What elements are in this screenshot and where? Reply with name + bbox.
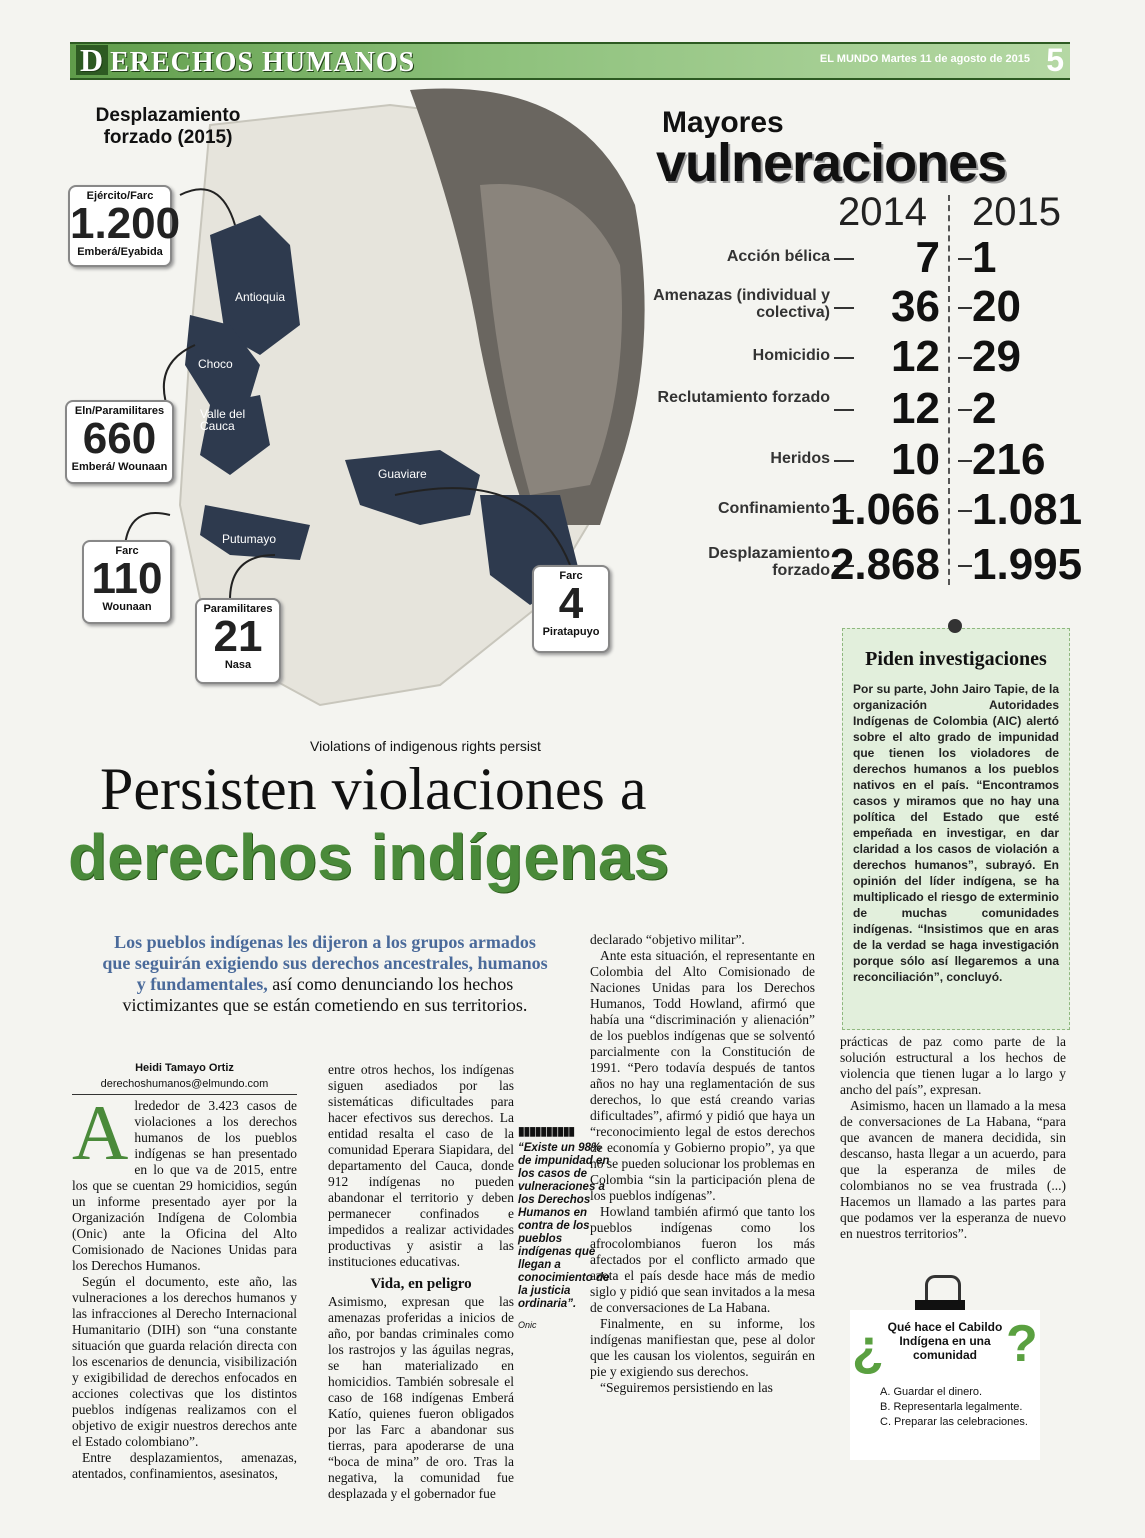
question-close-icon: ? <box>1006 1315 1038 1373</box>
year-divider <box>948 195 950 585</box>
byline-author: Heidi Tamayo Ortiz <box>135 1062 234 1074</box>
map-title: Desplazamiento forzado (2015) <box>95 105 241 148</box>
region-choco: Choco <box>198 357 233 371</box>
piden-text: Por su parte, John Jairo Tapie, de la organización Autoridades Indígenas de Colombia (AIC) alertó sobre el alto grado de impunidad que tienen los violadores de derechos humanos a los pueblos nativos en el país. “Encontramos casos y miramos que no hay una política del Estado que esté empeñada en investigar, en dar claridad a los casos de violación a derechos humanos”, subrayó. En opinión del líder indígena, se ha multiplicado el riesgo de exterminio de muchas comunidades indígenas. “Insistimos que en aras de la verdad se haga investigación porque sólo así llegaremos a una reconciliación”, concluyó. <box>853 682 1059 984</box>
piden-box <box>842 628 1070 1030</box>
vuln-connector <box>958 565 972 567</box>
map-box-2 <box>65 400 174 484</box>
col1-p2: Según el documento, este año, las vulneraciones a los derechos humanos y las infracciones al Derecho Internacional Humanitario (DIH) son “una constante situación que guarda relación directa con los escenarios de denuncia, visibilización y exigibilidad de derechos enfocados en acciones colectivas que los distintos pueblos indígenas realizamos con el objetivo de exigir nuestros derechos ante el Estado colombiano”. <box>72 1274 297 1449</box>
section-title <box>76 42 416 79</box>
vuln-value-2014: 7 <box>915 233 940 282</box>
pin-icon <box>948 619 962 633</box>
box-5-num: 4 <box>558 579 584 628</box>
col2-p2: Asimismo, expresan que las amenazas proferidas a inicios de año, por bandas criminales como los rastrojos y las águilas negras, se han materializado en homicidios. También sobresale el caso de 168 indígenas Emberá Katío, quienes fueron obligados por las Farc a abandonar sus tierras, para apoderarse de una “boca de mina” de oro. Tras la negativa, la comunidad fue desplazada y el gobernador fue <box>328 1294 514 1501</box>
section-initial: D <box>76 45 108 75</box>
column-1 <box>72 1060 297 1482</box>
box-4-num: 21 <box>213 612 263 661</box>
vuln-connector <box>958 460 972 462</box>
vuln-value-2015: 2 <box>972 384 997 433</box>
box-2-bot: Emberá/ Wounaan <box>71 461 168 473</box>
col1-p1-text: lrededor de 3.423 casos de violaciones a los derechos humanos de los pueblos indígenas se han presentado en lo que va de 2015, entre los que se cuentan 29 homicidios, según un informe presentado ayer por la Organización Indígena de Colombia (Onic) ante la Oficina del Alto Comisionado de Naciones Unidas para los Derechos Humanos. <box>72 1098 297 1273</box>
vuln-row-label: Homicidio <box>752 347 830 364</box>
box-1-top: Ejército/Farc <box>86 190 154 202</box>
column-4 <box>840 1034 1066 1242</box>
vuln-connector <box>834 258 854 260</box>
box-4-bot: Nasa <box>224 659 252 671</box>
issue-date: Martes 11 de agosto de 2015 <box>881 53 1030 65</box>
byline-email[interactable]: derechoshumanos@elmundo.com <box>72 1076 297 1095</box>
newspaper-name: EL MUNDO <box>819 53 879 65</box>
region-valle: Valle del Cauca <box>200 407 246 433</box>
box-3-num: 110 <box>91 554 163 603</box>
column-3 <box>590 932 815 1396</box>
vuln-row-label: Reclutamiento forzado <box>657 389 830 406</box>
vuln-row-label: Acción bélica <box>726 248 830 265</box>
box-3-top: Farc <box>115 545 139 557</box>
box-5-top: Farc <box>559 570 583 582</box>
col2-p1: entre otros hechos, los indígenas siguen asediados por las sistemáticas dificultades para hacer efectivos sus derechos. La entidad resalta el caso de la comunidad Eperara Siapidara, del departamento del Cauca, donde 912 indígenas no pueden abandonar el territorio y deben permanecer confinados e impedidos a realizar actividades productivas y asistir a las instituciones educativas. <box>328 1062 514 1269</box>
col4-p1: prácticas de paz como parte de la solución estructural a los hechos de violencia que tienen lugar a lo largo y ancho del país”, expresan. <box>840 1034 1066 1097</box>
vuln-connector <box>834 307 854 309</box>
map-box-3 <box>82 540 172 624</box>
box-3-bot: Wounaan <box>102 601 152 613</box>
vuln-value-2015: 29 <box>972 332 1021 381</box>
vuln-value-2014: 10 <box>891 435 940 484</box>
col3-p1: Ante esta situación, el representante en Colombia del Alto Comisionado de Naciones Unidas para los Derechos Humanos, Todd Howland, afirmó que había una “discriminación y alienación” de los pueblos indígenas que se solventó parcialmente con la Constitución de 1991. “Pero todavía después de tantos años no hay una reglamentación de sus derechos, lo que está creando varias dificultades”, afirmó y pidió que haya un “reconocimiento legal de estos derechos de economía y Gobierno propio”, ya que no se pueden solucionar los problemas en Colombia “sin la participación plena de los pueblos indígenas”. <box>590 948 815 1203</box>
box-5-bot: Piratapuyo <box>542 626 600 638</box>
region-putumayo: Putumayo <box>222 532 277 546</box>
box-4-top: Paramilitares <box>203 603 273 615</box>
quiz-option-c[interactable]: C. Preparar las celebraciones. <box>880 1416 1028 1428</box>
lede-highlight: Los pueblos indígenas les dijeron a los grupos armados que seguirán exigiendo sus derechos ancestrales, humanos y fundamentales, <box>102 932 548 994</box>
vuln-row-label: Amenazas (individual y colectiva) <box>653 287 830 321</box>
box-1-num: 1.200 <box>70 199 181 248</box>
year-2014: 2014 <box>838 190 927 234</box>
region-guaviare: Guaviare <box>378 467 427 481</box>
section-rest: ERECHOS HUMANOS <box>110 47 416 78</box>
vuln-title-1: Mayores <box>662 106 784 139</box>
page-number: 5 <box>1046 42 1064 78</box>
quote-marks-icon: ▮▮▮▮▮▮▮▮▮▮ <box>518 1124 575 1138</box>
vuln-value-2015: 20 <box>972 282 1021 331</box>
kicker: Violations of indigenous rights persist <box>310 738 541 754</box>
headline-line2: derechos indígenas <box>68 821 670 893</box>
box-1-bot: Emberá/Eyabida <box>77 246 163 258</box>
piden-title: Piden investigaciones <box>865 648 1047 670</box>
vuln-connector <box>834 460 854 462</box>
box-2-num: 660 <box>82 414 157 463</box>
col4-p2: Asimismo, hacen un llamado a la mesa de conversaciones de La Habana, “para que avancen de manera decidida, sin descanso, hasta llegar a un acuerdo, para que la esperanza de miles de colombianos no se vea frustrada (...) Hacemos un llamado a las partes para que podamos ver la esperanza de nuevo en nuestros territorios”. <box>840 1098 1066 1241</box>
vuln-connector <box>834 357 854 359</box>
lede-rest: así como denunciando los hechos victimizantes que se están cometiendo en sus territorios. <box>122 974 528 1015</box>
column-2 <box>328 1062 514 1502</box>
vuln-value-2015: 1 <box>972 233 997 282</box>
quote-source: Onic <box>518 1320 537 1330</box>
vuln-value-2014: 1.066 <box>829 485 940 534</box>
masthead-date <box>820 53 1030 65</box>
vuln-value-2014: 12 <box>891 384 940 433</box>
box-2-top: Eln/Paramilitares <box>74 405 165 417</box>
vuln-value-2014: 2.868 <box>829 540 940 589</box>
col1-p1 <box>72 1089 297 1274</box>
vuln-value-2014: 36 <box>891 282 940 331</box>
vuln-value-2015: 1.081 <box>972 485 1083 534</box>
map-box-1 <box>68 185 181 267</box>
dropcap: A <box>72 1089 129 1176</box>
quiz-option-b[interactable]: B. Representarla legalmente. <box>880 1401 1023 1413</box>
col3-p4: “Seguiremos persistiendo en las <box>600 1380 773 1395</box>
quiz-option-a[interactable]: A. Guardar el dinero. <box>880 1386 983 1398</box>
quiz-title: Qué hace el Cabildo Indígena en una comunidad <box>887 1320 1003 1362</box>
map-box-4 <box>195 598 281 684</box>
vuln-connector <box>958 258 972 260</box>
vuln-row-label: Desplazamiento forzado <box>708 545 830 579</box>
vuln-connector <box>958 409 972 411</box>
col3-p3: Finalmente, en su informe, los indígenas manifiestan que, pese al dolor que les causan los violentos, seguirán en pie y exigiendo sus derechos. <box>590 1316 815 1379</box>
section-header <box>70 42 1070 80</box>
lede <box>100 932 550 1016</box>
vuln-row-label: Confinamiento <box>718 500 830 517</box>
year-2015: 2015 <box>972 190 1061 234</box>
region-antioquia: Antioquia <box>235 290 286 304</box>
vuln-connector <box>958 307 972 309</box>
question-open-icon: ¿ <box>852 1319 884 1377</box>
vuln-title-2: vulneraciones <box>656 133 1007 193</box>
col3-p0: declarado “objetivo militar”. <box>590 932 745 947</box>
vuln-connector <box>958 510 972 512</box>
vuln-value-2015: 1.995 <box>972 540 1083 589</box>
headline-line1: Persisten violaciones a <box>100 756 647 822</box>
col3-p2: Howland también afirmó que tanto los pueblos indígenas como los afrocolombianos fueron los más afectados por el conflicto armado que azota el país desde hace más de medio siglo y pidió que sean invitados a la mesa de conversaciones de La Habana. <box>590 1204 815 1315</box>
vuln-connector <box>958 357 972 359</box>
quote-text: “Existe un 98% de impunidad en los casos de vulneraciones a los Derechos Humanos en contra de los pueblos indígenas que llegan a conocimiento de la justicia ordinaria”. <box>518 1142 610 1310</box>
vuln-row-label: Heridos <box>770 450 830 467</box>
vuln-value-2014: 12 <box>891 332 940 381</box>
vuln-value-2015: 216 <box>972 435 1046 484</box>
map-box-5 <box>532 565 610 653</box>
vuln-connector <box>834 409 854 411</box>
col1-p3: Entre desplazamientos, amenazas, atentados, confinamientos, asesinatos, <box>72 1450 297 1481</box>
col2-subhead: Vida, en peligro <box>370 1276 472 1292</box>
